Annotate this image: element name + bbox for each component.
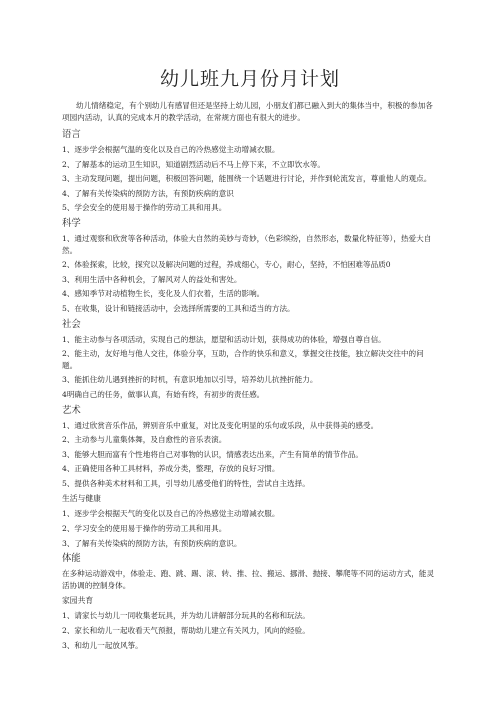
section-heading: 语言 <box>62 129 81 140</box>
section-heading: 科学 <box>62 217 81 229</box>
section-heading: 社会 <box>62 318 81 330</box>
intro-paragraph: 幼儿情绪稳定，有个别幼儿有感冒但还是坚持上幼儿园，小朋友们都已融入到大的集体当中，积极的参加各项园内活动，认真的完成本月的教学活动，在常规方面也有很大的进步。 <box>62 101 433 122</box>
list-item: 3、能够大胆而富有个性地将自己对事物的认识，情感表达出来，产生有简单的情节作品。 <box>62 449 363 459</box>
list-item: 3、能抓住幼儿遇到挫折的时机，有意识地加以引导，培养幼儿抗挫折能力。 <box>62 375 318 385</box>
section-heading: 生活与健康 <box>62 494 101 504</box>
list-item: 3、利用生活中各种机会，了解风对人的益处和害处。 <box>62 274 242 284</box>
page-title: 幼儿班九月份月计划 <box>159 68 340 90</box>
list-item: 3、了解有关传染病的预防方法，有预防疾病的意识。 <box>62 538 242 548</box>
section-heading: 体能 <box>62 553 81 565</box>
list-item: 4、正确使用各种工具材料，养成分类，整理，存放的良好习惯。 <box>62 464 280 474</box>
list-item: 4明确自己的任务，做事认真，有始有终，有初步的责任感。 <box>62 389 265 399</box>
section-heading: 艺术 <box>62 404 81 416</box>
sections-container <box>62 128 438 651</box>
list-item: 5、在收集，设计和链接活动中，会选择所需要的工具和适当的方法。 <box>62 303 295 313</box>
list-item: 2、了解基本的运动卫生知识，知道剧烈活动后不马上停下来，不立即饮水等。 <box>62 159 326 169</box>
list-item: 5、提供各种美术材料和工具，引导幼儿感受他们的特性，尝试自主选择。 <box>62 478 310 488</box>
list-item: 1、通过观察和欣赏等各种活动，体验大自然的美妙与奇妙，（色彩缤纷，自然形态，数量化特征等），热爱大自然。 <box>62 233 432 255</box>
list-item: 2、家长和幼儿一起收看天气预报，帮助幼儿建立有关风力，风向的经验。 <box>62 626 310 636</box>
list-item: 1、逐步学会根据天气的变化以及自己的冷热感觉主动增减衣服。 <box>62 509 280 519</box>
list-item: 1、能主动参与各项活动，实现自己的想法，愿望和活动计划，获得成功的体验，增强自尊自信。 <box>62 334 386 344</box>
list-item: 2、主动参与儿童集体舞，及自愈性的音乐表演。 <box>62 435 227 445</box>
list-item: 3、和幼儿一起放风筝。 <box>62 640 143 650</box>
list-item: 4、感知季节对动植物生长，变化及人们衣着，生活的影响。 <box>62 289 265 299</box>
list-item: 在多种运动游戏中，体验走、跑、跳、踢、滚、转、推、拉、搬运、挪滑、抛接、攀爬等不同的运动方式，能灵活协调的控制身体。 <box>62 569 435 590</box>
section-heading: 家园共育 <box>62 596 94 606</box>
list-item: 2、学习安全的使用易于操作的劳动工具和用具。 <box>62 524 227 534</box>
list-item: 2、能主动，友好地与他人交往，体验分享，互助，合作的快乐和意义，掌握交往技能，独立解决交往中的问题。 <box>62 349 424 370</box>
list-item: 3、主动发现问题，提出问题，积极回答问题，能围绕一个话题进行讨论，并作到轮流发言，尊重他人的观点。 <box>62 174 432 184</box>
list-item: 1、通过欣赏音乐作品，辨别音乐中重复，对比及变化明显的乐句或乐段，从中获得美的感受。 <box>62 420 379 430</box>
list-item: 1、请家长与幼儿一同收集老玩具，并为幼儿讲解部分玩具的名称和玩法。 <box>62 611 310 621</box>
list-item: 4、了解有关传染病的预防方法，有预防疾病的意识 <box>62 188 234 198</box>
list-item: 5、学会安全的使用易于操作的劳动工具和用具。 <box>62 203 227 213</box>
list-item: 2、体验探索，比较，探究以及解决问题的过程，养成细心，专心，耐心，坚持，不怕困难等品质0 <box>62 260 391 270</box>
list-item: 1、逐步学会根据气温的变化以及自己的冷热感觉主动增减衣服。 <box>62 145 280 154</box>
